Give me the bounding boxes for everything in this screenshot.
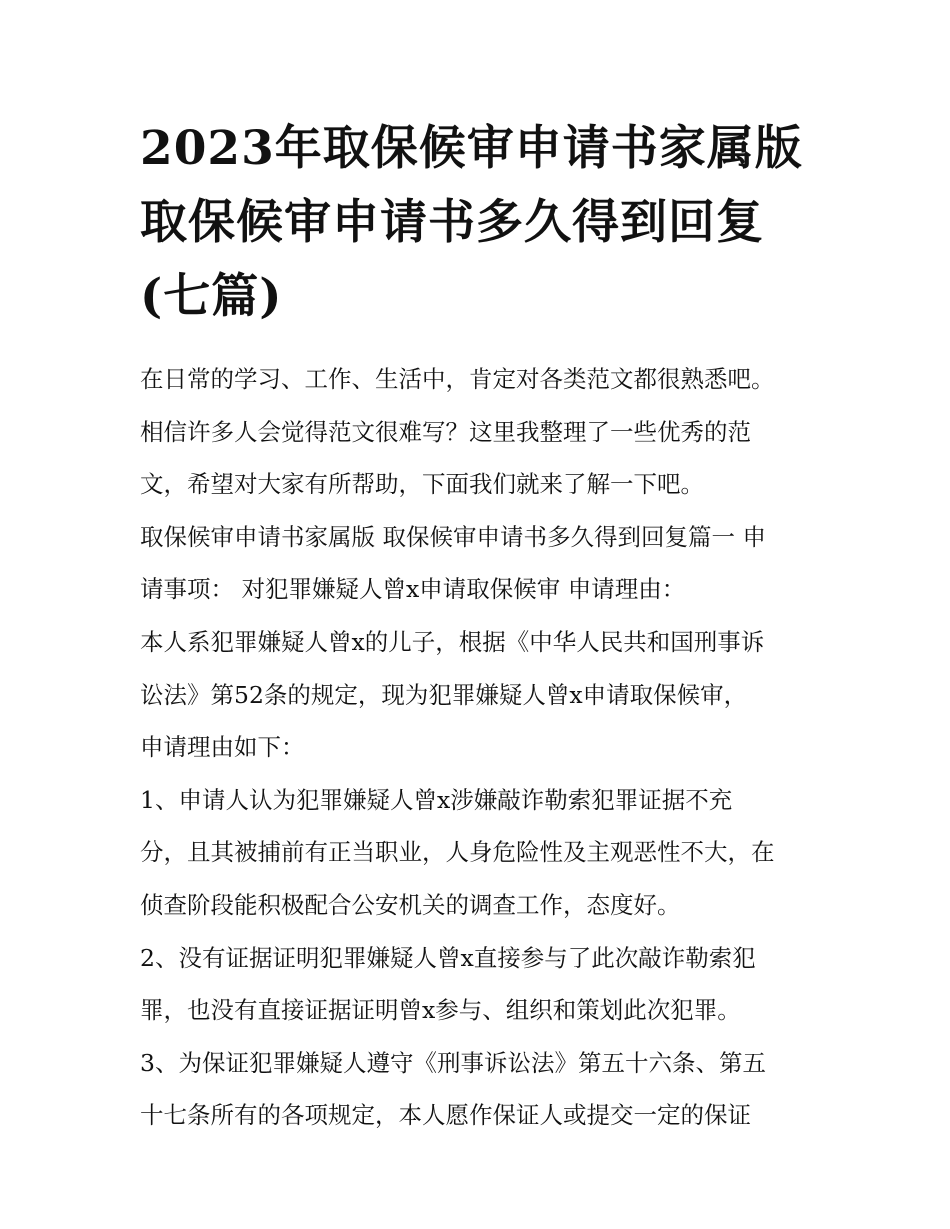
document-title xyxy=(140,112,830,334)
title-line: 取保候审申请书多久得到回复 xyxy=(140,195,764,250)
body-line: 在日常的学习、工作、生活中，肯定对各类范文都很熟悉吧。 xyxy=(140,365,775,393)
body-line: 请事项： 对犯罪嫌疑人曾x申请取保候审 申请理由： xyxy=(140,575,686,604)
body-line: 罪，也没有直接证据证明曾x参与、组织和策划此次犯罪。 xyxy=(140,996,741,1025)
body-line: 侦查阶段能积极配合公安机关的调查工作，态度好。 xyxy=(140,890,681,919)
body-line: 十七条所有的各项规定，本人愿作保证人或提交一定的保证 xyxy=(140,1101,751,1130)
title-line: (七篇) xyxy=(140,269,283,324)
body-line: 讼法》第52条的规定，现为犯罪嫌疑人曾x申请取保候审， xyxy=(140,680,748,709)
body-line: 文，希望对大家有所帮助，下面我们就来了解一下吧。 xyxy=(140,470,704,499)
document-body xyxy=(140,353,820,1142)
body-line: 1、申请人认为犯罪嫌疑人曾x涉嫌敲诈勒索犯罪证据不充 xyxy=(140,785,733,814)
body-line: 分，且其被捕前有正当职业，人身危险性及主观恶性不大，在 xyxy=(140,838,775,867)
title-line: 2023年取保候审申请书家属版 xyxy=(140,121,803,176)
body-line: 相信许多人会觉得范文很难写？这里我整理了一些优秀的范 xyxy=(140,417,751,446)
body-line: 3、为保证犯罪嫌疑人遵守《刑事诉讼法》第五十六条、第五 xyxy=(140,1048,766,1077)
body-line: 申请理由如下： xyxy=(140,733,305,762)
body-line: 本人系犯罪嫌疑人曾x的儿子，根据《中华人民共和国刑事诉 xyxy=(140,627,765,656)
body-line: 取保候审申请书家属版 取保候审申请书多久得到回复篇一 申 xyxy=(140,522,766,551)
body-line: 2、没有证据证明犯罪嫌疑人曾x直接参与了此次敲诈勒索犯 xyxy=(140,943,756,972)
